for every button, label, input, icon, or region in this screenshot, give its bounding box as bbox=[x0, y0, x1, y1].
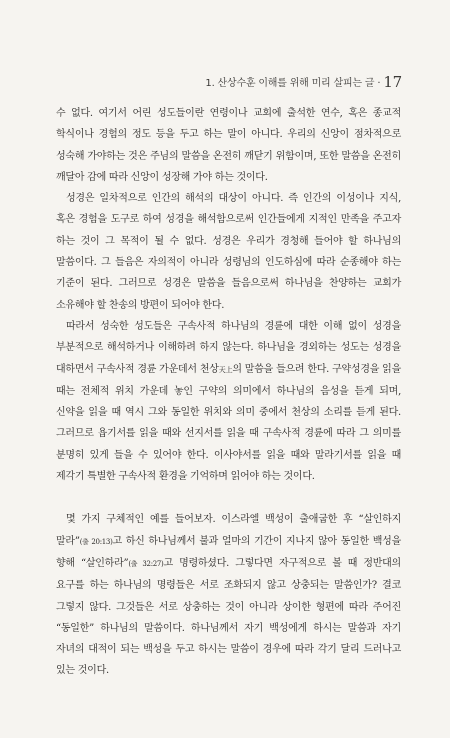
paragraph-3-part-a: 따라서 성숙한 성도들은 구속사적 하나님의 경륜에 대한 이해 없이 성경을 부분적으로 해석하거나 이해하려 하지 않는다. 하나님을 경외하는 성도는 성경을 대하면서 구속사적 경륜 가운데서 천상 bbox=[56, 320, 401, 375]
paragraph-4-part-b: 고 하신 하나님께서 불과 얼마의 기간이 지나지 않아 동일한 백성을 향해 “살인하라” bbox=[56, 535, 401, 569]
page-number: 17 bbox=[383, 73, 402, 91]
chapter-title: 1. 산상수훈 이해를 위해 미리 살피는 글 bbox=[205, 78, 375, 89]
paragraph-4-part-c: 고 명령하셨다. 그렇다면 자구적으로 볼 때 정반대의 요구를 하는 하나님의 명령들은 서로 조화되지 않고 상충되는 말씀인가? 결코 그렇지 않다. 그것들은 서로 상충하는 것이 아니라 상이한 형편에 따라 주어진 “동일한” 하나님의 말씀이다. 하나님께서 자기 백성에게 하시는 말씀과 자기 자녀의 대적이 되는 백성을 두고 하시는 말씀이 경우에 따라 각기 달리 드러나고 있는 것이다. bbox=[56, 557, 401, 677]
paragraph-1: 수 없다. 여기서 어린 성도들이란 연령이나 교회에 출석한 연수, 혹은 종교적 학식이나 경험의 정도 등을 두고 하는 말이 아니다. 우리의 신앙이 점차적으로 성숙해 가야하는 것은 주님의 말씀을 온전히 깨닫기 위함이며, 또한 말씀을 온전히 깨달아 감에 따라 신앙이 성장해 가야 하는 것이다. bbox=[56, 108, 401, 183]
scripture-reference-1: (출 20:13) bbox=[79, 537, 113, 546]
paragraph-2: 성경은 일차적으로 인간의 해석의 대상이 아니다. 즉 인간의 이성이나 지식, 혹은 경험을 도구로 하여 성경을 해석함으로써 인간들에게 지적인 만족을 주고자 하는 것이 그 목적이 될 수 없다. 성경은 우리가 경청해 들어야 할 하나님의 말씀이다. 그 들음은 자의적이 아니라 성령님의 인도하심에 따라 순종해야 하는 기준이 된다. 그러므로 성경은 말씀을 들음으로써 하나님을 찬양하는 교회가 소유해야 할 찬송의 방편이 되어야 한다. bbox=[56, 193, 401, 311]
paragraph-3 bbox=[56, 316, 401, 487]
paragraph-4-part-a: 몇 가지 구체적인 예를 들어보자. 이스라엘 백성이 출애굽한 후 “살인하지 말라” bbox=[56, 514, 401, 547]
header-separator: · bbox=[377, 78, 381, 89]
running-header bbox=[205, 73, 402, 91]
scripture-reference-2: (출 32:27) bbox=[128, 559, 164, 568]
hanja-annotation: 天上 bbox=[218, 365, 233, 374]
body-text bbox=[56, 103, 401, 682]
paragraph-3-part-b: 의 말씀을 들으려 한다. 구약성경을 읽을 때는 전체적 위치 가운데 놓인 구약의 의미에서 하나님의 음성을 듣게 되며, 신약을 읽을 때 역시 그와 동일한 위치와 의미 중에서 천상의 소리를 듣게 된다. 그러므로 욥기서를 읽을 때와 선지서를 읽을 때 구속사적 경륜에 따라 그 의미를 분명히 있게 들을 수 있어야 한다. 이사야서를 읽을 때와 말라기서를 읽을 때 제각기 특별한 구속사적 환경을 기억하며 읽어야 하는 것이다. bbox=[56, 363, 401, 483]
paragraph-4 bbox=[56, 509, 401, 681]
